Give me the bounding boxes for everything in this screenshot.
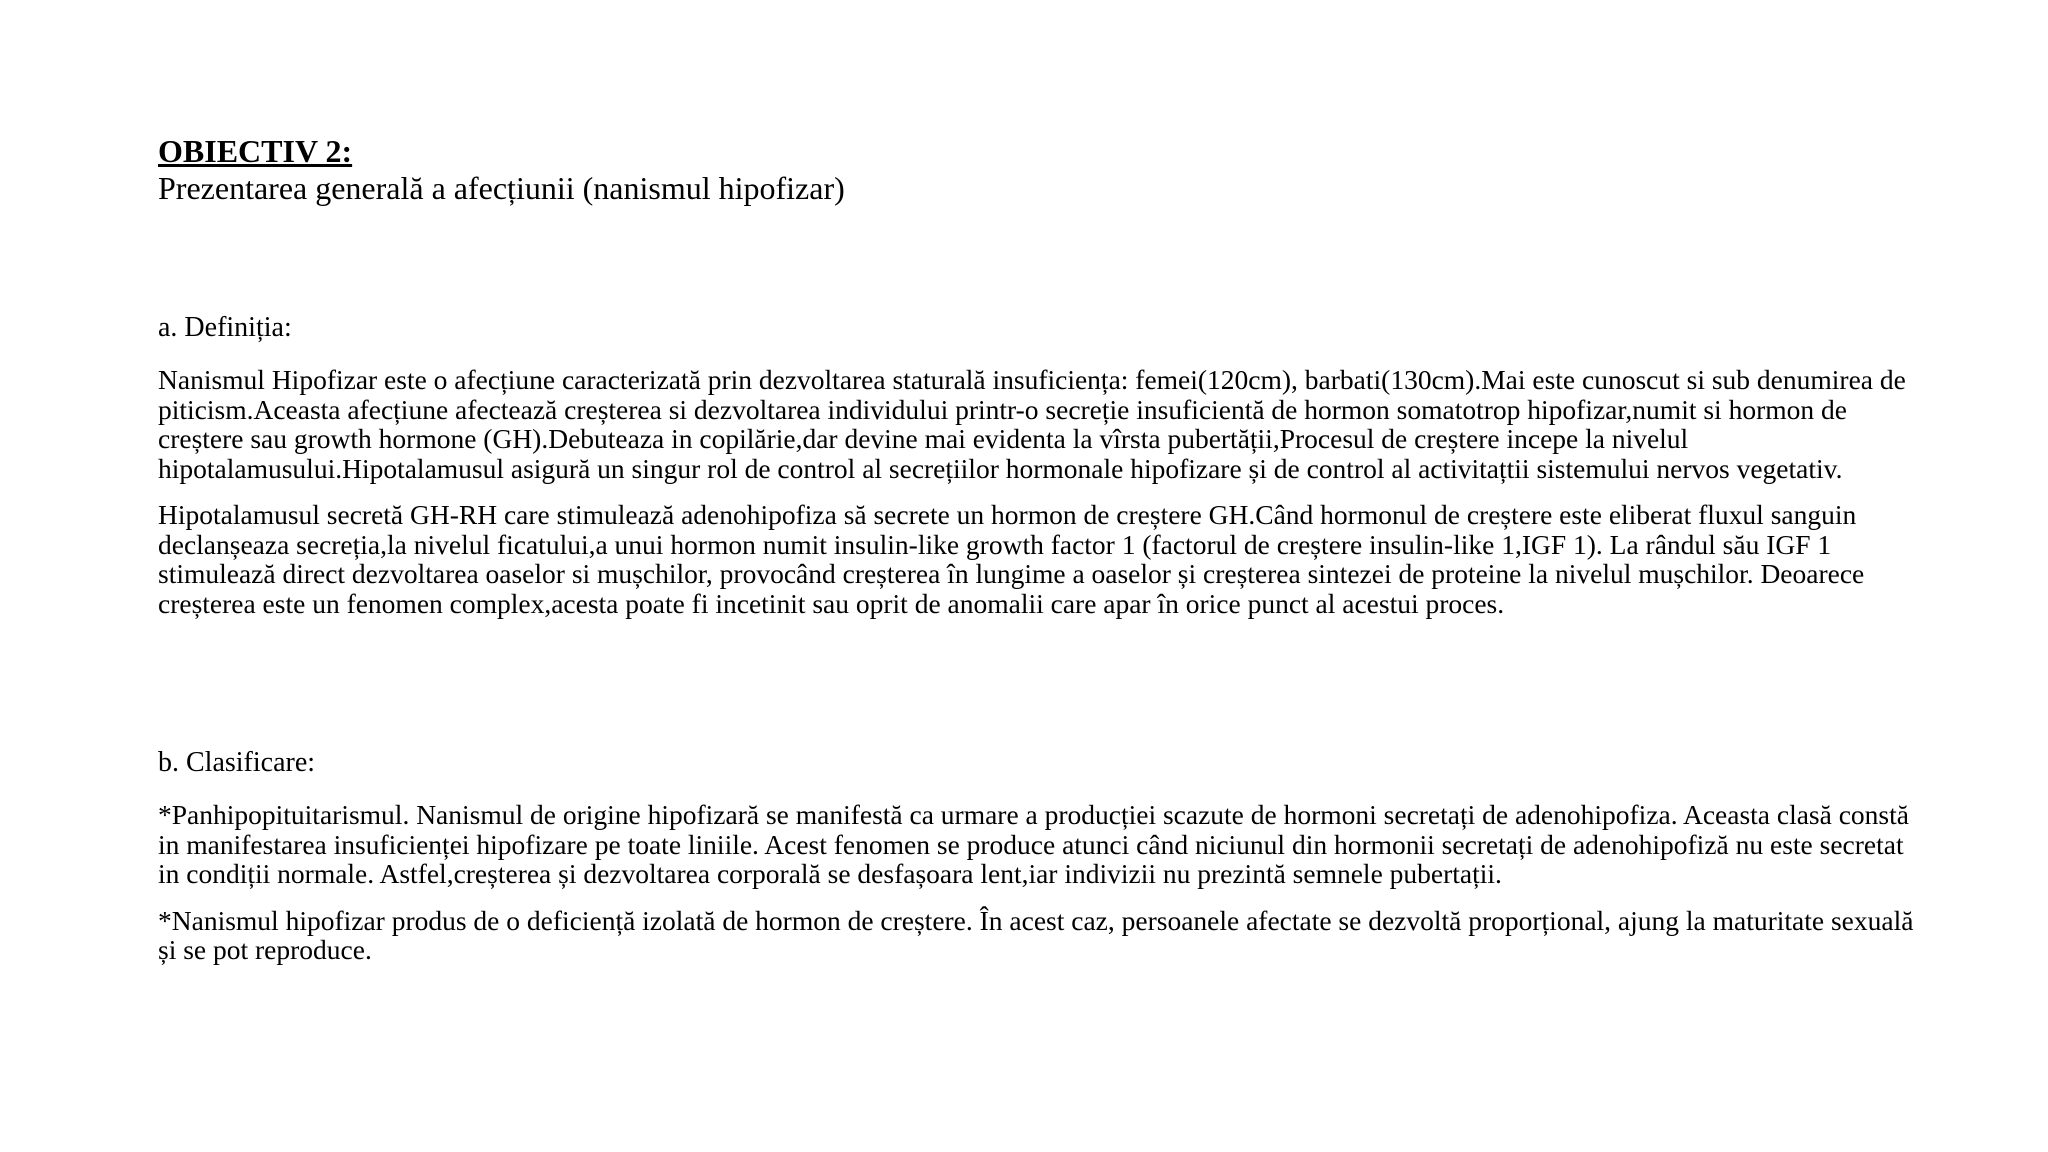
classification-heading: b. Clasificare: <box>158 747 316 778</box>
definition-paragraph: Hipotalamusul secretă GH-RH care stimulează adenohipofiza să secrete un hormon de creștere GH.Când hormonul de creștere este eliberat fluxul sanguin declanșeaza secreția,la nivelul ficatului,a unui hormon numit insulin-like growth factor 1 (factorul de creștere insulin-like 1,IGF 1). La rândul său IGF 1 stimulează direct dezvoltarea oaselor si mușchilor, provocând creșterea în lungime a oaselor și creșterea sintezei de proteine la nivelul mușchilor. Deoarece creșterea este un fenomen complex,acesta poate fi incetinit sau oprit de anomalii care apar în orice punct al acestui proces. <box>158 499 1865 619</box>
definition-paragraph: Nanismul Hipofizar este o afecțiune caracterizată prin dezvoltarea staturală insuficiența: femei(120cm), barbati(130cm).Mai este cunoscut si sub denumirea de piticism.Aceasta afecțiune afectează creșterea si dezvoltarea individului printr-o secreție insuficientă de hormon somatotrop hipofizar,numit si hormon de creștere sau growth hormone (GH).Debuteaza in copilărie,dar devine mai evidenta la vîrsta pubertății,Procesul de creștere incepe la nivelul hipotalamusului.Hipotalamusul asigură un singur rol de control al secrețiilor hormonale hipofizare și de control al activitațtii sistemului nervos vegetativ. <box>158 364 1906 484</box>
slide <box>158 0 1918 1152</box>
classification-paragraph: *Nanismul hipofizar produs de o deficiență izolată de hormon de creștere. În acest caz, persoanele afectate se dezvoltă proporțional, ajung la maturitate sexuală și se pot reproduce. <box>158 904 1914 965</box>
definition-body <box>158 365 1918 618</box>
definition-heading: a. Definiția: <box>158 312 292 343</box>
classification-body <box>158 800 1918 965</box>
slide-title: OBIECTIV 2: <box>158 133 353 169</box>
classification-paragraph: *Panhipopituitarismul. Nanismul de origine hipofizară se manifestă ca urmare a producției scazute de hormoni secretați de adenohipofiza. Aceasta clasă constă in manifestarea insuficienței hipofizare pe toate liniile. Acest fenomen se produce atunci când niciunul din hormonii secretați de adenohipofiză nu este secretat in condiții normale. Astfel,creșterea și dezvoltarea corporală se desfașoara lent,iar indivizii nu prezintă semnele pubertații. <box>158 799 1909 889</box>
slide-subtitle: Prezentarea generală a afecțiunii (nanismul hipofizar) <box>158 170 845 206</box>
